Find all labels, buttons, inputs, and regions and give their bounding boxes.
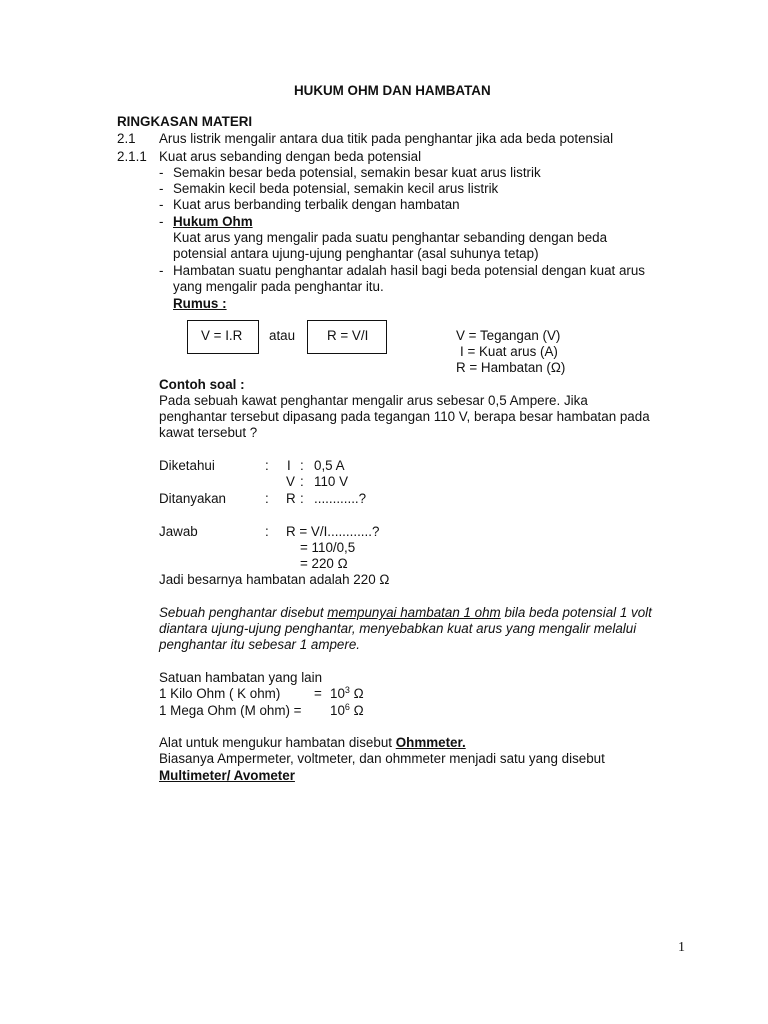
known-sep: : bbox=[300, 458, 304, 473]
legend-resistance: R = Hambatan (Ω) bbox=[456, 360, 566, 375]
rumus-label: Rumus : bbox=[173, 296, 227, 311]
problem-text: kawat tersebut ? bbox=[159, 425, 258, 440]
point-text-2-1: Arus listrik mengalir antara dua titik pada penghantar jika ada beda potensial bbox=[159, 131, 614, 146]
known-value: 110 V bbox=[314, 474, 348, 489]
legend-current: I = Kuat arus (A) bbox=[460, 344, 558, 359]
colon: : bbox=[265, 524, 269, 539]
kilo-ohm-value bbox=[330, 686, 364, 702]
formula-connector: atau bbox=[269, 328, 296, 343]
colon: : bbox=[265, 491, 269, 506]
answer-line: = 220 Ω bbox=[300, 556, 348, 571]
answer-line: = 110/0,5 bbox=[300, 540, 356, 555]
known-symbol: V bbox=[286, 474, 295, 489]
diketahui-label: Diketahui bbox=[159, 458, 215, 473]
problem-text: Pada sebuah kawat penghantar mengalir arus sebesar 0,5 Ampere. Jika bbox=[159, 393, 588, 408]
legend-voltage: V = Tegangan (V) bbox=[456, 328, 561, 343]
problem-text: penghantar tersebut dipasang pada tegangan 110 V, berapa besar hambatan pada bbox=[159, 409, 650, 424]
hukum-ohm-text: potensial antara ujung-ujung penghantar (asal suhunya tetap) bbox=[173, 246, 539, 261]
definition-underlined: mempunyai hambatan 1 ohm bbox=[327, 605, 501, 620]
formula-1: V = I.R bbox=[201, 328, 243, 343]
bullet-dash: - bbox=[159, 197, 164, 212]
bullet-item: Semakin kecil beda potensial, semakin kecil arus listrik bbox=[173, 181, 499, 196]
point-number-2-1: 2.1 bbox=[117, 131, 136, 146]
mega-ohm-exponent: 6 bbox=[344, 702, 350, 712]
bullet-dash: - bbox=[159, 263, 164, 278]
bullet-item: Kuat arus berbanding terbalik dengan hambatan bbox=[173, 197, 460, 212]
known-value: 0,5 A bbox=[314, 458, 345, 473]
colon: : bbox=[265, 458, 269, 473]
definition-line-2: diantara ujung-ujung penghantar, menyebabkan kuat arus yang mengalir melalui bbox=[159, 621, 637, 636]
kilo-ohm-exponent: 3 bbox=[344, 685, 350, 695]
definition-text: bila beda potensial 1 volt bbox=[500, 605, 652, 620]
contoh-soal-label: Contoh soal : bbox=[159, 377, 245, 392]
section-heading: RINGKASAN MATERI bbox=[117, 114, 253, 129]
asked-value: ............? bbox=[314, 491, 367, 506]
definition-text: Sebuah penghantar disebut bbox=[159, 605, 328, 620]
conclusion: Jadi besarnya hambatan adalah 220 Ω bbox=[159, 572, 390, 587]
tools-line-2: Biasanya Ampermeter, voltmeter, dan ohmmeter menjadi satu yang disebut bbox=[159, 751, 605, 766]
page-title: HUKUM OHM DAN HAMBATAN bbox=[294, 83, 491, 98]
mega-ohm-unit: Ω bbox=[353, 703, 364, 718]
definition-line-1 bbox=[159, 605, 652, 621]
asked-sep: : bbox=[300, 491, 304, 506]
hukum-ohm-text: Kuat arus yang mengalir pada suatu penghantar sebanding dengan beda bbox=[173, 230, 608, 245]
mega-ohm-value bbox=[330, 703, 364, 719]
bullet-dash: - bbox=[159, 165, 164, 180]
point-number-2-1-1: 2.1.1 bbox=[117, 149, 147, 164]
page-number: 1 bbox=[678, 940, 685, 955]
mega-ohm-label: 1 Mega Ohm (M ohm) = bbox=[159, 703, 302, 718]
bullet-dash: - bbox=[159, 214, 164, 229]
units-heading: Satuan hambatan yang lain bbox=[159, 670, 323, 685]
bullet-dash: - bbox=[159, 181, 164, 196]
kilo-ohm-base: 10 bbox=[330, 686, 345, 701]
hambatan-text: yang mengalir pada penghantar itu. bbox=[173, 279, 384, 294]
mega-ohm-base: 10 bbox=[330, 703, 345, 718]
kilo-ohm-equals: = bbox=[314, 686, 322, 701]
hambatan-text: Hambatan suatu penghantar adalah hasil bagi beda potensial dengan kuat arus bbox=[173, 263, 646, 278]
hukum-ohm-heading: Hukum Ohm bbox=[173, 214, 253, 229]
jawab-label: Jawab bbox=[159, 524, 198, 539]
bullet-item: Semakin besar beda potensial, semakin besar kuat arus listrik bbox=[173, 165, 541, 180]
tools-text: Alat untuk mengukur hambatan disebut bbox=[159, 735, 396, 750]
definition-line-3: penghantar itu sebesar 1 ampere. bbox=[159, 637, 360, 652]
ditanyakan-label: Ditanyakan bbox=[159, 491, 226, 506]
kilo-ohm-label: 1 Kilo Ohm ( K ohm) bbox=[159, 686, 281, 701]
ohmmeter-term: Ohmmeter. bbox=[395, 735, 466, 750]
known-sep: : bbox=[300, 474, 304, 489]
kilo-ohm-unit: Ω bbox=[353, 686, 364, 701]
known-symbol: I bbox=[287, 458, 291, 473]
answer-line: R = V/I............? bbox=[286, 524, 380, 539]
multimeter-term: Multimeter/ Avometer bbox=[159, 768, 295, 783]
point-text-2-1-1: Kuat arus sebanding dengan beda potensial bbox=[159, 149, 422, 164]
formula-2: R = V/I bbox=[327, 328, 369, 343]
asked-symbol: R bbox=[286, 491, 296, 506]
tools-line-1 bbox=[159, 735, 466, 751]
